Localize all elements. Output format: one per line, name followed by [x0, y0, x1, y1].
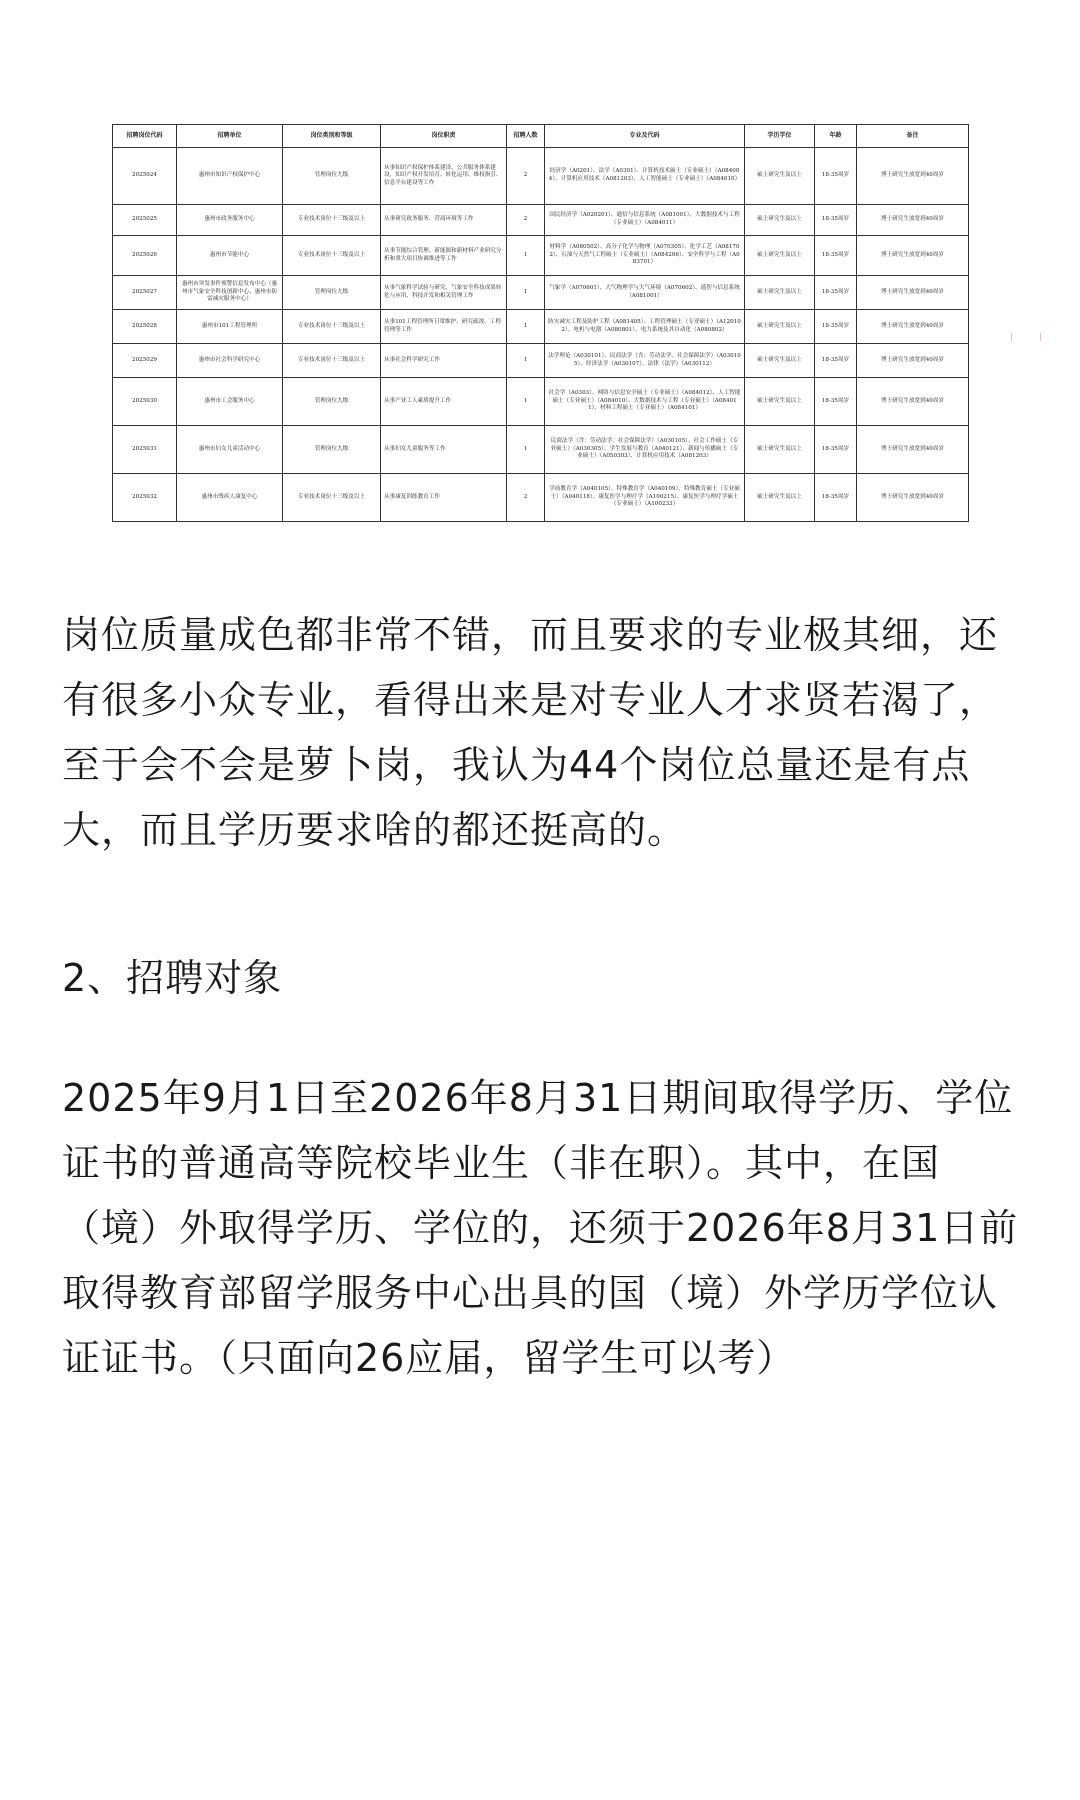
job-table-image [112, 124, 968, 522]
cell-employer: 惠州市政务服务中心 [177, 205, 283, 236]
cell-degree: 硕士研究生及以上 [745, 236, 815, 276]
cell-job-code: 2025026 [113, 236, 177, 276]
header-notes: 备注 [857, 125, 969, 148]
cell-notes: 博士研究生放宽到40周岁 [857, 236, 969, 276]
header-employer: 招聘单位 [177, 125, 283, 148]
cell-category: 管理岗位九级 [283, 276, 381, 310]
cell-degree: 硕士研究生及以上 [745, 276, 815, 310]
cell-duties: 从事节能综合管理、新能源和新材料产业研究分析和重大项目协调推进等工作 [381, 236, 507, 276]
cell-job-code: 2025028 [113, 310, 177, 344]
cell-degree: 硕士研究生及以上 [745, 474, 815, 522]
cell-job-code: 2025031 [113, 426, 177, 474]
cell-notes: 博士研究生放宽到40周岁 [857, 344, 969, 378]
cell-age: 18-35周岁 [815, 344, 857, 378]
cell-degree: 硕士研究生及以上 [745, 378, 815, 426]
scan-artifact-marks: ❘ ❘ [1008, 332, 1054, 341]
cell-majors: 社会学（A0303）、网络与信息安全硕士（专业硕士）（A084012）、人工智能硕士（专业硕士）（A084010）、大数据技术与工程（专业硕士）（A084011）、材料工程硕士（专业硕士）（A084101） [545, 378, 745, 426]
cell-age: 18-35周岁 [815, 276, 857, 310]
cell-category: 管理岗位九级 [283, 378, 381, 426]
cell-headcount: 1 [507, 426, 545, 474]
cell-category: 管理岗位九级 [283, 426, 381, 474]
cell-notes: 博士研究生放宽到40周岁 [857, 378, 969, 426]
cell-category: 管理岗位九级 [283, 148, 381, 205]
section-heading-recruitment-target: 2、招聘对象 [62, 956, 283, 1000]
table-row [113, 474, 969, 522]
cell-category: 专业技术岗位十三级及以上 [283, 236, 381, 276]
cell-duties: 从事研究政务服务、营商环境等工作 [381, 205, 507, 236]
cell-duties: 从事妇女儿童服务等工作 [381, 426, 507, 474]
table-row [113, 310, 969, 344]
cell-job-code: 2025024 [113, 148, 177, 205]
cell-employer: 惠州市知识产权保护中心 [177, 148, 283, 205]
cell-employer: 惠州市残疾人康复中心 [177, 474, 283, 522]
table-row [113, 378, 969, 426]
cell-employer: 惠州市工会服务中心 [177, 378, 283, 426]
cell-majors: 学前教育学（A040105）、特殊教育学（A040109）、特殊教育硕士（专业硕士）（A040118）、康复医学与理疗学（A100215）、康复医学与理疗学硕士（专业硕士）（A100233） [545, 474, 745, 522]
cell-degree: 硕士研究生及以上 [745, 148, 815, 205]
cell-job-code: 2025030 [113, 378, 177, 426]
table-row [113, 148, 969, 205]
cell-degree: 硕士研究生及以上 [745, 344, 815, 378]
cell-age: 18-35周岁 [815, 148, 857, 205]
table-header-row [113, 125, 969, 148]
cell-degree: 硕士研究生及以上 [745, 426, 815, 474]
header-majors: 专业及代码 [545, 125, 745, 148]
cell-duties: 从事产业工人素质提升工作 [381, 378, 507, 426]
table-row [113, 205, 969, 236]
cell-notes: 博士研究生放宽到40周岁 [857, 148, 969, 205]
cell-notes: 博士研究生放宽到40周岁 [857, 426, 969, 474]
cell-headcount: 1 [507, 378, 545, 426]
cell-category: 专业技术岗位十三级及以上 [283, 474, 381, 522]
cell-majors: 气象学（A070601）、大气物理学与大气环境（A070602）、遥智与信息系统（A081001） [545, 276, 745, 310]
cell-category: 专业技术岗位十三级及以上 [283, 344, 381, 378]
cell-duties: 从事气象科学试验与研究、气象安全科技成果转化与应用、科技开发和相关管理工作 [381, 276, 507, 310]
cell-employer: 惠州市突发事件预警信息发布中心（惠州市气象安全科技创新中心、惠州市防雷减灾服务中心） [177, 276, 283, 310]
cell-duties: 从事社会科学研究工作 [381, 344, 507, 378]
cell-majors: 材料学（A080502）、高分子化学与物理（A070305）、化学工艺（A081702）、石油与天然气工程硕士（专业硕士）（A084206）、安全科学与工程（A083701） [545, 236, 745, 276]
cell-age: 18-35周岁 [815, 310, 857, 344]
cell-duties: 从事知识产权保护体系建设、公共服务体系建设，知识产权开发培育、转化运用、维权指引、信息平台建设等工作 [381, 148, 507, 205]
cell-employer: 惠州市社会科学研究中心 [177, 344, 283, 378]
cell-age: 18-35周岁 [815, 474, 857, 522]
cell-notes: 博士研究生放宽到40周岁 [857, 205, 969, 236]
table-row [113, 426, 969, 474]
cell-age: 18-35周岁 [815, 378, 857, 426]
cell-duties: 从事101工程管理所日常维护、研究疏浚、工程管理等工作 [381, 310, 507, 344]
cell-headcount: 1 [507, 344, 545, 378]
cell-job-code: 2025025 [113, 205, 177, 236]
cell-majors: 防灾减灾工程及防护工程（A081405）、工程管理硕士（专业硕士）（A120102）、电机与电器（A080801）、电力系统及其自动化（A080802） [545, 310, 745, 344]
header-age: 年龄 [815, 125, 857, 148]
cell-age: 18-35周岁 [815, 205, 857, 236]
paragraph-eligibility: 2025年9月1日至2026年8月31日期间取得学历、学位证书的普通高等院校毕业生（非在职）。其中，在国（境）外取得学历、学位的，还须于2026年8月31日前取得教育部留学服务中心出具的国（境）外学历学位认证证书。（只面向26应届，留学生可以考） [62, 1076, 1019, 1380]
cell-majors: 经济学（A0201）、法学（A0301）、计算机技术硕士（专业硕士）（A084004）、计算机应用技术（A081203）、人工智能硕士（专业硕士）（A084010） [545, 148, 745, 205]
cell-employer: 惠州市节能中心 [177, 236, 283, 276]
job-table [112, 124, 969, 522]
cell-job-code: 2025029 [113, 344, 177, 378]
cell-notes: 博士研究生放宽到40周岁 [857, 474, 969, 522]
cell-job-code: 2025027 [113, 276, 177, 310]
cell-degree: 硕士研究生及以上 [745, 310, 815, 344]
cell-age: 18-35周岁 [815, 426, 857, 474]
cell-majors: 法学理论（A030101）、民商法学（含：劳动法学、社会保障法学）（A030105）、经济法学（A030107）、法律（法学）（A030112） [545, 344, 745, 378]
cell-employer: 惠州市妇女儿童活动中心 [177, 426, 283, 474]
cell-headcount: 1 [507, 236, 545, 276]
header-category: 岗位类别和等级 [283, 125, 381, 148]
header-headcount: 招聘人数 [507, 125, 545, 148]
paragraph-commentary: 岗位质量成色都非常不错，而且要求的专业极其细，还有很多小众专业，看得出来是对专业人才求贤若渴了，至于会不会是萝卜岗，我认为44个岗位总量还是有点大，而且学历要求啥的都还挺高的。 [62, 613, 999, 852]
header-degree: 学历学位 [745, 125, 815, 148]
cell-degree: 硕士研究生及以上 [745, 205, 815, 236]
cell-age: 18-35周岁 [815, 236, 857, 276]
cell-headcount: 2 [507, 474, 545, 522]
cell-headcount: 1 [507, 310, 545, 344]
table-row [113, 276, 969, 310]
table-row [113, 236, 969, 276]
cell-majors: 民商法学（含：劳动法学、社会保障法学）（A030105）、社会工作硕士（专业硕士）（A030305）、学生发展与教育（A040121）、新闻与传播硕士（专业硕士）（A050303）、计算机应用技术（A081203） [545, 426, 745, 474]
cell-job-code: 2025032 [113, 474, 177, 522]
cell-headcount: 2 [507, 148, 545, 205]
cell-majors: 国民经济学（A020201）、通信与信息系统（A081001）、大数据技术与工程（专业硕士）（A084011） [545, 205, 745, 236]
cell-notes: 博士研究生放宽到40周岁 [857, 310, 969, 344]
cell-employer: 惠州市101工程管理所 [177, 310, 283, 344]
cell-duties: 从事康复训练教育工作 [381, 474, 507, 522]
header-duties: 岗位职责 [381, 125, 507, 148]
cell-headcount: 1 [507, 276, 545, 310]
header-job-code: 招聘岗位代码 [113, 125, 177, 148]
cell-notes: 博士研究生放宽到40周岁 [857, 276, 969, 310]
cell-category: 专业技术岗位十三级及以上 [283, 310, 381, 344]
cell-category: 专业技术岗位十三级及以上 [283, 205, 381, 236]
table-row [113, 344, 969, 378]
cell-headcount: 2 [507, 205, 545, 236]
